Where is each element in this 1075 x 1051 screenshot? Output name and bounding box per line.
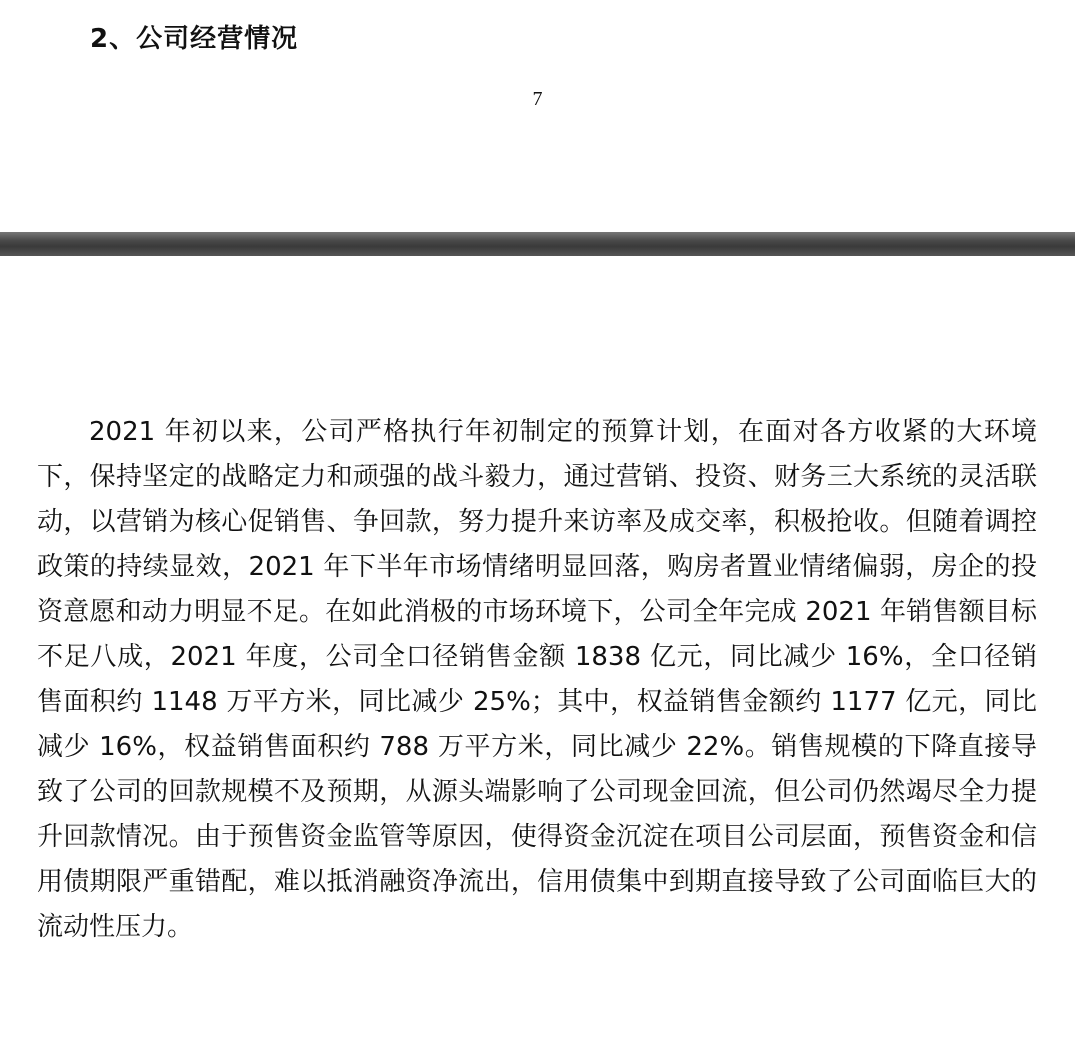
body-paragraph: 2021 年初以来，公司严格执行年初制定的预算计划，在面对各方收紧的大环境下，保持坚定的战略定力和顽强的战斗毅力，通过营销、投资、财务三大系统的灵活联动，以营销为核心促销售、争回款，努力提升来访率及成交率，积极抢收。但随着调控政策的持续显效，2021 年下半年市场情绪明显回落，购房者置业情绪偏弱，房企的投资意愿和动力明显不足。在如此消极的市场环境下，公司全年完成 2021 年销售额目标不足八成，2021 年度，公司全口径销售金额 1838 亿元，同比减少 16%，全口径销售面积约 1148 万平方米，同比减少 25%；其中，权益销售金额约 1177 亿元，同比减少 16%，权益销售面积约 788 万平方米，同比减少 22%。销售规模的下降直接导致了公司的回款规模不及预期，从源头端影响了公司现金回流，但公司仍然竭尽全力提升回款情况。由于预售资金监管等原因，使得资金沉淀在项目公司层面，预售资金和信用债期限严重错配，难以抵消融资净流出，信用债集中到期直接导致了公司面临巨大的流动性压力。 bbox=[37, 417, 1037, 942]
section-heading: 2、公司经营情况 bbox=[90, 24, 299, 54]
page-number: 7 bbox=[532, 88, 543, 110]
page-separator bbox=[0, 232, 1075, 256]
